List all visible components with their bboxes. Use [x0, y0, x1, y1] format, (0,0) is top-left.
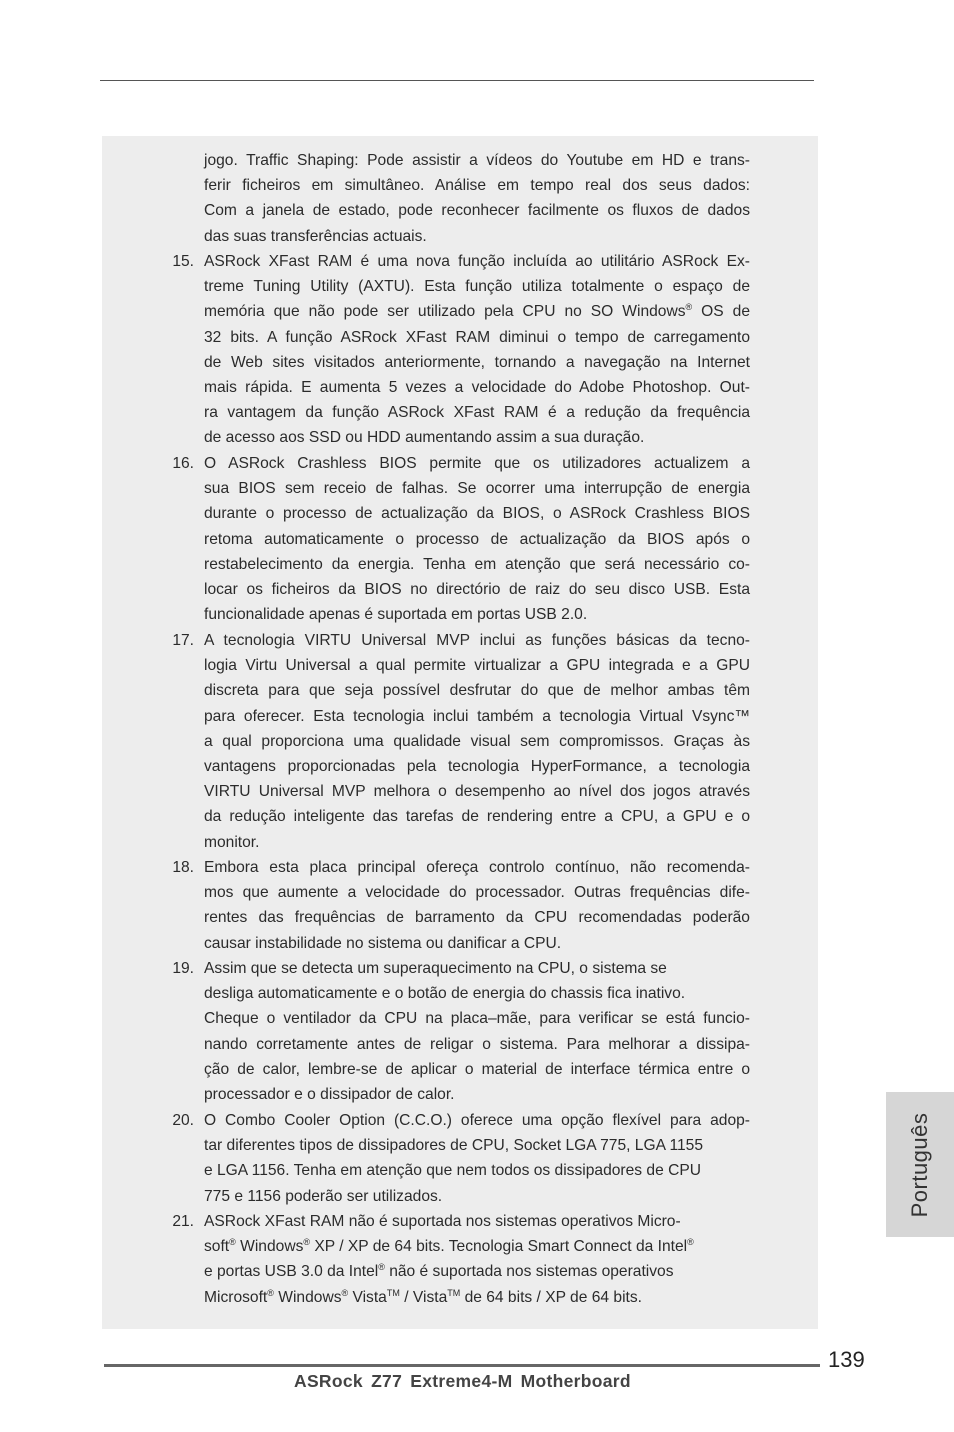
text-line: restabelecimento da energia. Tenha em atenção que será necessário co- — [204, 555, 750, 573]
text-line: discreta para que seja possível desfrutar do que de melhor ambas têm — [204, 682, 750, 700]
text-line: treme Tuning Utility (AXTU). Esta função utiliza totalmente o espaço de — [204, 278, 750, 296]
bottom-divider — [104, 1364, 820, 1367]
item-18-number: 18. — [172, 859, 194, 876]
text-line: Cheque o ventilador da CPU na placa–mãe, para verificar se está funcio- — [204, 1010, 750, 1028]
item-20-number: 20. — [172, 1112, 194, 1129]
text-line: de Web sites visitados anteriormente, tornando a navegação na Internet — [204, 353, 750, 371]
item-16-number: 16. — [172, 455, 194, 472]
item-21-text — [204, 1209, 750, 1310]
item-18-text — [204, 855, 750, 956]
text-line: nando corretamente antes de religar o sistema. Para melhorar a dissipa- — [204, 1035, 750, 1053]
text-line: VIRTU Universal MVP melhora o desempenho ao nível dos jogos através — [204, 783, 750, 801]
text-line: Assim que se detecta um superaquecimento na CPU, o sistema se — [204, 960, 667, 977]
text-line: 32 bits. A função ASRock XFast RAM diminui o tempo de carregamento — [204, 328, 750, 346]
item-15-text — [204, 249, 750, 451]
text-line: A tecnologia VIRTU Universal MVP inclui as funções básicas da tecno- — [204, 632, 750, 649]
text-line: logia Virtu Universal a qual permite virtualizar a GPU integrada e a GPU — [204, 657, 750, 675]
text-line: monitor. — [204, 833, 260, 851]
text-line: das suas transferências actuais. — [204, 227, 427, 245]
trademark-mark: TM — [447, 1287, 461, 1298]
text-line: 775 e 1156 poderão ser utilizados. — [204, 1187, 443, 1205]
registered-mark: ® — [378, 1262, 385, 1273]
text-line: sua BIOS sem receio de falhas. Se ocorrer uma interrupção de energia — [204, 480, 750, 498]
trademark-mark: TM — [386, 1287, 400, 1298]
text-line: ra vantagem da função ASRock XFast RAM é a redução da frequência — [204, 404, 750, 422]
item-19-text — [204, 956, 750, 1107]
text-line: vantagens proporcionadas pela tecnologia HyperFormance, a tecnologia — [204, 758, 750, 776]
text-line: ção de calor, lembre-se de aplicar o material de interface térmica entre o — [204, 1060, 750, 1078]
item-17-text — [204, 628, 750, 855]
text-line: ASRock XFast RAM não é suportada nos sistemas operativos Micro- — [204, 1213, 681, 1230]
text-line: soft® Windows® XP / XP de 64 bits. Tecnologia Smart Connect da Intel® — [204, 1237, 694, 1256]
text-line: O Combo Cooler Option (C.C.O.) oferece uma opção flexível para adop- — [204, 1112, 750, 1129]
text-line: mos que aumente a velocidade do processador. Outras frequências dife- — [204, 884, 750, 902]
text-line: ferir ficheiros em simultâneo. Análise em tempo real dos seus dados: — [204, 177, 750, 195]
item-15-number: 15. — [172, 253, 194, 270]
text-line: e portas USB 3.0 da Intel® não é suportada nos sistemas operativos — [204, 1262, 674, 1281]
text-line: memória que não pode ser utilizado pela CPU no SO Windows® OS de — [204, 302, 750, 321]
page-number: 139 — [828, 1347, 865, 1372]
text-line: Microsoft® Windows® Vista™ / Vista™ de 64 bits / XP de 64 bits. — [204, 1287, 643, 1306]
text-line: mais rápida. E aumenta 5 vezes a velocidade do Adobe Photoshop. Out- — [204, 379, 750, 397]
text-line: locar os ficheiros da BIOS no directório de raiz do seu disco USB. Esta — [204, 581, 750, 599]
item-20-text — [204, 1108, 750, 1209]
text-line: O ASRock Crashless BIOS permite que os utilizadores actualizem a — [204, 455, 750, 472]
text-line: causar instabilidade no sistema ou danificar a CPU. — [204, 934, 562, 952]
registered-mark: ® — [229, 1237, 236, 1248]
registered-mark: ® — [687, 1237, 694, 1248]
registered-mark: ® — [303, 1237, 311, 1248]
registered-mark: ® — [267, 1287, 274, 1298]
registered-mark: ® — [685, 302, 693, 313]
text-line: da redução inteligente das tarefas de rendering entre a CPU, a GPU e o — [204, 808, 750, 826]
text-line: de acesso aos SSD ou HDD aumentando assim a sua duração. — [204, 429, 645, 447]
footer-title: ASRock Z77 Extreme4-M Motherboard — [294, 1371, 631, 1391]
text-line: jogo. Traffic Shaping: Pode assistir a vídeos do Youtube em HD e trans- — [204, 152, 750, 169]
item-21-number: 21. — [172, 1213, 194, 1230]
text-line: processador e o dissipador de calor. — [204, 1086, 455, 1104]
item-17-number: 17. — [172, 632, 194, 649]
text-line: Com a janela de estado, pode reconhecer facilmente os fluxos de dados — [204, 202, 750, 220]
text-line: para oferecer. Esta tecnologia inclui também a tecnologia Virtual Vsync™ — [204, 707, 750, 725]
text-line: tar diferentes tipos de dissipadores de CPU, Socket LGA 775, LGA 1155 — [204, 1137, 704, 1155]
text-line: durante o processo de actualização da BIOS, o ASRock Crashless BIOS — [204, 505, 750, 523]
text-line: rentes das frequências de barramento da CPU recomendadas poderão — [204, 909, 750, 927]
language-tab — [886, 1092, 954, 1237]
text-line: retoma automaticamente o processo de actualização da BIOS após o — [204, 530, 750, 548]
item-16-text — [204, 451, 750, 627]
language-label: Português — [907, 1112, 932, 1217]
text-line: funcionalidade apenas é suportada em portas USB 2.0. — [204, 606, 588, 624]
text-line: Embora esta placa principal ofereça controlo contínuo, não recomenda- — [204, 859, 750, 876]
text-line: a qual proporciona uma qualidade visual sem compromissos. Graças às — [204, 732, 750, 750]
text-line: ASRock XFast RAM é uma nova função incluída ao utilitário ASRock Ex- — [204, 253, 750, 270]
item-14-continuation — [204, 148, 750, 249]
text-line: desliga automaticamente e o botão de energia do chassis fica inativo. — [204, 985, 686, 1003]
text-line: e LGA 1156. Tenha em atenção que nem todos os dissipadores de CPU — [204, 1162, 702, 1180]
item-19-number: 19. — [172, 960, 194, 977]
registered-mark: ® — [341, 1287, 349, 1298]
top-divider — [100, 80, 814, 81]
